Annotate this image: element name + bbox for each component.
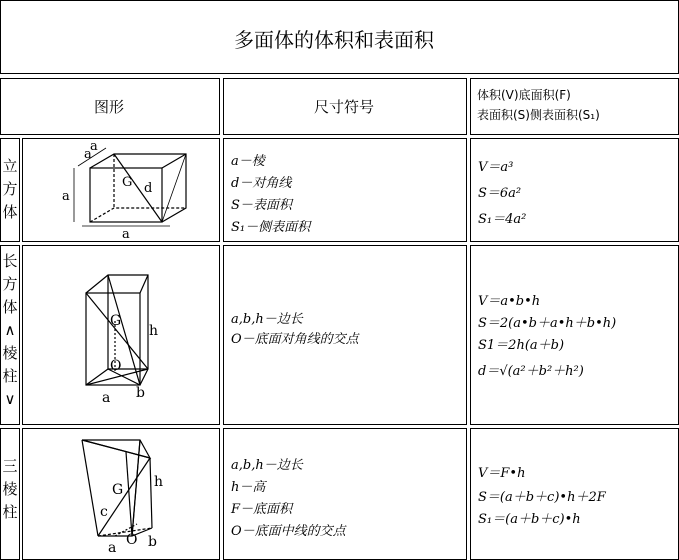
row2-name-char: ∨ — [4, 390, 16, 408]
row2-symbol: O－底面对角线的交点 — [231, 332, 359, 347]
header-symbols: 尺寸符号 — [314, 98, 375, 116]
prism-label: G — [110, 313, 122, 329]
row2-formula: S＝2(a•b＋a•h＋b•h) — [478, 316, 617, 331]
tri-prism-label: G — [112, 482, 124, 498]
prism-label: O — [110, 358, 122, 374]
row3-name-char: 棱 — [2, 480, 18, 498]
cube-label: G — [122, 175, 133, 190]
row1-name-char: 体 — [2, 203, 18, 221]
prism-figure — [22, 245, 220, 425]
row2-formula: S1＝2h(a＋b) — [478, 338, 565, 353]
cube-label: a — [122, 227, 130, 242]
row3-symbol: a,b,h－边长 — [231, 458, 303, 473]
row2-name-char: 长 — [2, 252, 18, 270]
row3-formula: S＝(a＋b＋c)•h＋2F — [478, 490, 606, 505]
row3-name-char: 柱 — [2, 503, 18, 521]
row1-name — [1, 155, 19, 224]
prism-label: a — [102, 390, 111, 406]
row1-symbol: a－棱 — [231, 154, 265, 169]
prism-label: b — [136, 385, 145, 401]
row1-formula: S₁＝4a² — [478, 212, 527, 227]
prism-label: h — [149, 323, 159, 339]
tri-prism-label: a — [108, 540, 117, 556]
row2-symbol: a,b,h－边长 — [231, 312, 303, 327]
tri-prism-label: b — [148, 534, 157, 550]
row2-name-char: ∧ — [4, 321, 16, 339]
header-formula-line1: 体积(V)底面积(F) — [477, 88, 571, 102]
row1-name-char: 方 — [2, 180, 18, 198]
row2-name-char: 体 — [2, 298, 18, 316]
row1-formula: S＝6a² — [478, 186, 522, 201]
triangular-prism-figure — [22, 428, 220, 560]
row3-symbol: O－底面中线的交点 — [231, 524, 346, 539]
cube-label: a — [84, 147, 92, 162]
row3-formula: S₁＝(a＋b＋c)•h — [478, 512, 581, 527]
cube-label: a — [90, 139, 98, 154]
cube-label: d — [144, 181, 153, 196]
row1-formula: V＝a³ — [478, 160, 514, 175]
header-figure: 图形 — [94, 98, 125, 116]
row1-name-char: 立 — [2, 157, 18, 175]
row1-symbol: d－对角线 — [231, 176, 292, 191]
row2-name-char: 方 — [2, 275, 18, 293]
tri-prism-label: h — [154, 474, 164, 490]
tri-prism-label: O — [126, 532, 138, 548]
row2-name-char: 棱 — [2, 344, 18, 362]
header-formula-line2: 表面积(S)侧表面积(S₁) — [477, 108, 600, 122]
row2-formula: V＝a•b•h — [478, 294, 541, 309]
row1-symbol: S₁－侧表面积 — [231, 220, 311, 235]
row3-symbol: F－底面积 — [231, 502, 293, 517]
row3-name — [1, 455, 19, 524]
row2-name — [1, 250, 19, 411]
cube-label: a — [62, 189, 70, 204]
tri-prism-label: c — [100, 504, 108, 520]
row3-formula: V＝F•h — [478, 466, 526, 481]
page-title: 多面体的体积和表面积 — [234, 28, 434, 52]
row3-symbol: h－高 — [231, 480, 266, 495]
row2-name-char: 柱 — [2, 367, 18, 385]
row2-formula: d＝√(a²＋b²＋h²) — [478, 364, 584, 379]
cube-figure — [22, 138, 220, 242]
row3-name-char: 三 — [2, 457, 18, 475]
row1-symbol: S－表面积 — [231, 198, 292, 213]
